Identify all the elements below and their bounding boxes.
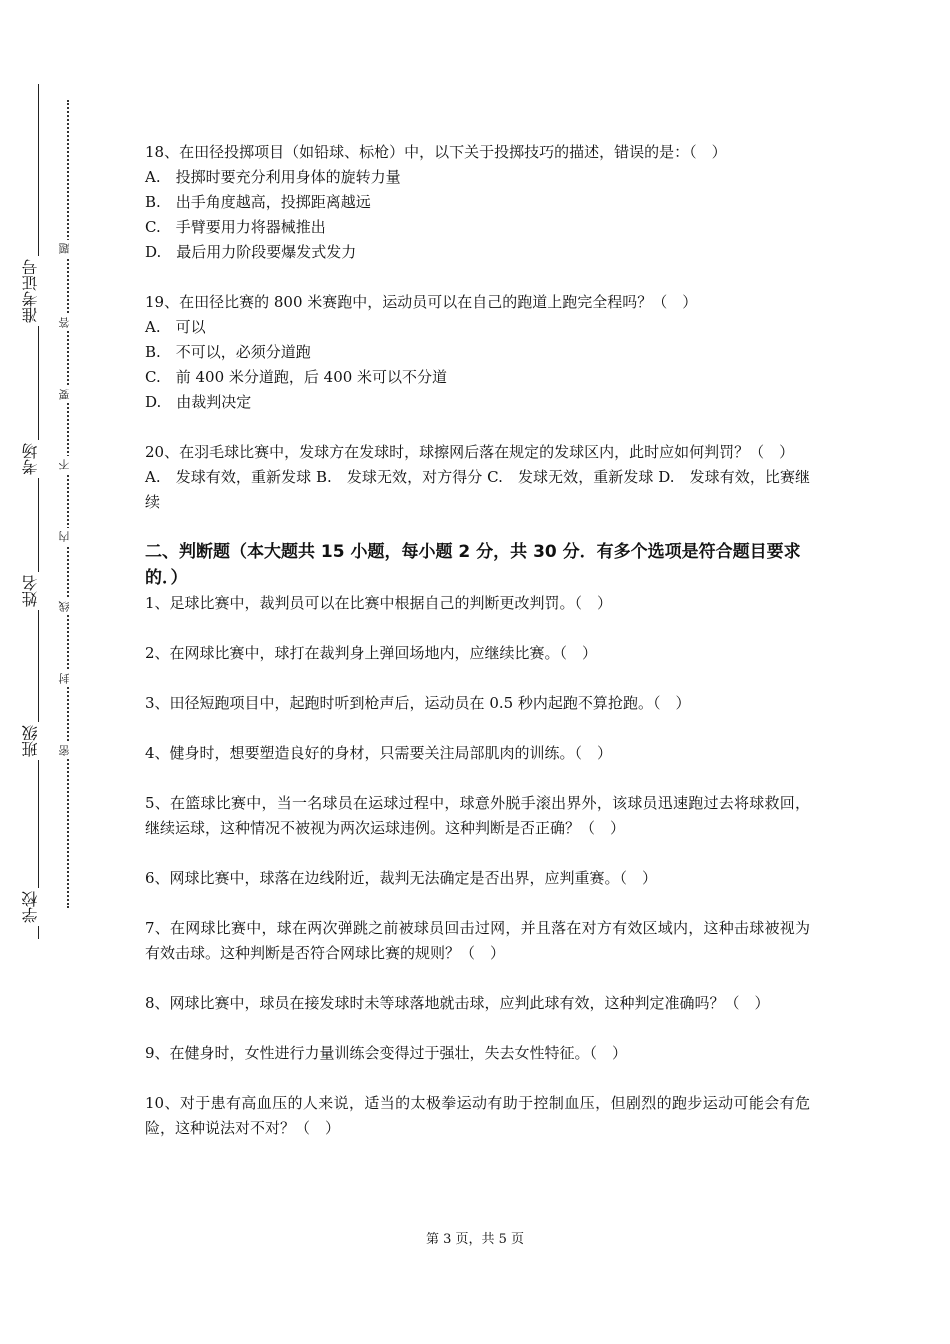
option-a: A. 可以: [145, 318, 206, 336]
question-18: [145, 140, 815, 265]
seal-word: 答: [59, 314, 75, 331]
options-inline: A. 发球有效，重新发球 B. 发球无效，对方得分 C. 发球无效，重新发球 D. 发球有效，比赛继续: [145, 468, 810, 511]
option-d: D. 最后用力阶段要爆发式发力: [145, 243, 357, 261]
judgment-item: 4、健身时，想要塑造良好的身材，只需要关注局部肌肉的训练。（ ）: [145, 744, 613, 762]
judgment-item: 7、在网球比赛中，球在两次弹跳之前被球员回击过网，并且落在对方有效区域内，这种击球被视为有效击球。这种判断是否符合网球比赛的规则？（ ）: [145, 919, 810, 962]
margin-label-school: 学校: [22, 888, 42, 926]
judgment-item: 10、对于患有高血压的人来说，适当的太极拳运动有助于控制血压，但剧烈的跑步运动可能会有危险，这种说法对不对？（ ）: [145, 1094, 810, 1137]
exam-content: [145, 140, 815, 1166]
judgment-item: 6、网球比赛中，球落在边线附近，裁判无法确定是否出界，应判重赛。（ ）: [145, 869, 658, 887]
page-footer: 第 3 页，共 5 页: [425, 1232, 525, 1247]
judgment-item: 5、在篮球比赛中，当一名球员在运球过程中，球意外脱手滚出界外，该球员迅速跑过去将球救回，继续运球，这种情况不被视为两次运球违例。这种判断是否正确？（ ）: [145, 794, 810, 837]
seal-word: 线: [59, 598, 75, 615]
seal-word: 要: [59, 386, 75, 403]
question-19: [145, 290, 815, 415]
judgment-item: 8、网球比赛中，球员在接发球时未等球落地就击球，应判此球有效，这种判定准确吗？（ ）: [145, 994, 770, 1012]
judgment-item: 2、在网球比赛中，球打在裁判身上弹回场地内，应继续比赛。（ ）: [145, 644, 598, 662]
margin-label-exam-number: 准考证号: [22, 256, 42, 326]
question-stem: 18、在田径投掷项目（如铅球、标枪）中，以下关于投掷技巧的描述，错误的是：（ ）: [145, 143, 727, 161]
section-title-judgment: 二、判断题（本大题共 15 小题，每小题 2 分，共 30 分．有多个选项是符合题目要求的．）: [145, 542, 801, 588]
judgment-item: 3、田径短跑项目中，起跑时听到枪声后，运动员在 0.5 秒内起跑不算抢跑。（ ）: [145, 694, 691, 712]
option-c: C. 手臂要用力将器械推出: [145, 218, 326, 236]
seal-word: 不: [59, 456, 75, 473]
option-d: D. 由裁判决定: [145, 393, 252, 411]
option-b: B. 出手角度越高，投掷距离越远: [145, 193, 371, 211]
margin-dotted-line: [67, 100, 69, 908]
option-a: A. 投掷时要充分利用身体的旋转力量: [145, 168, 401, 186]
option-c: C. 前 400 米分道跑，后 400 米可以不分道: [145, 368, 448, 386]
question-20: [145, 440, 815, 515]
question-stem: 20、在羽毛球比赛中，发球方在发球时，球擦网后落在规定的发球区内，此时应如何判罚？（ ）: [145, 443, 795, 461]
judgment-list: [145, 591, 815, 1141]
margin-label-class: 班级: [22, 722, 42, 760]
seal-word: 题: [59, 240, 75, 257]
seal-word: 封: [59, 670, 75, 687]
question-stem: 19、在田径比赛的 800 米赛跑中，运动员可以在自己的跑道上跑完全程吗？（ ）: [145, 293, 698, 311]
seal-word: 内: [59, 528, 75, 545]
judgment-item: 9、在健身时，女性进行力量训练会变得过于强壮，失去女性特征。（ ）: [145, 1044, 628, 1062]
judgment-item: 1、足球比赛中，裁判员可以在比赛中根据自己的判断更改判罚。（ ）: [145, 594, 613, 612]
binding-margin: [0, 0, 120, 1344]
option-b: B. 不可以，必须分道跑: [145, 343, 311, 361]
seal-word: 密: [59, 742, 75, 759]
margin-solid-line: [38, 84, 39, 939]
margin-label-exam-room: 考场: [22, 440, 42, 478]
margin-label-name: 姓名: [22, 572, 42, 610]
